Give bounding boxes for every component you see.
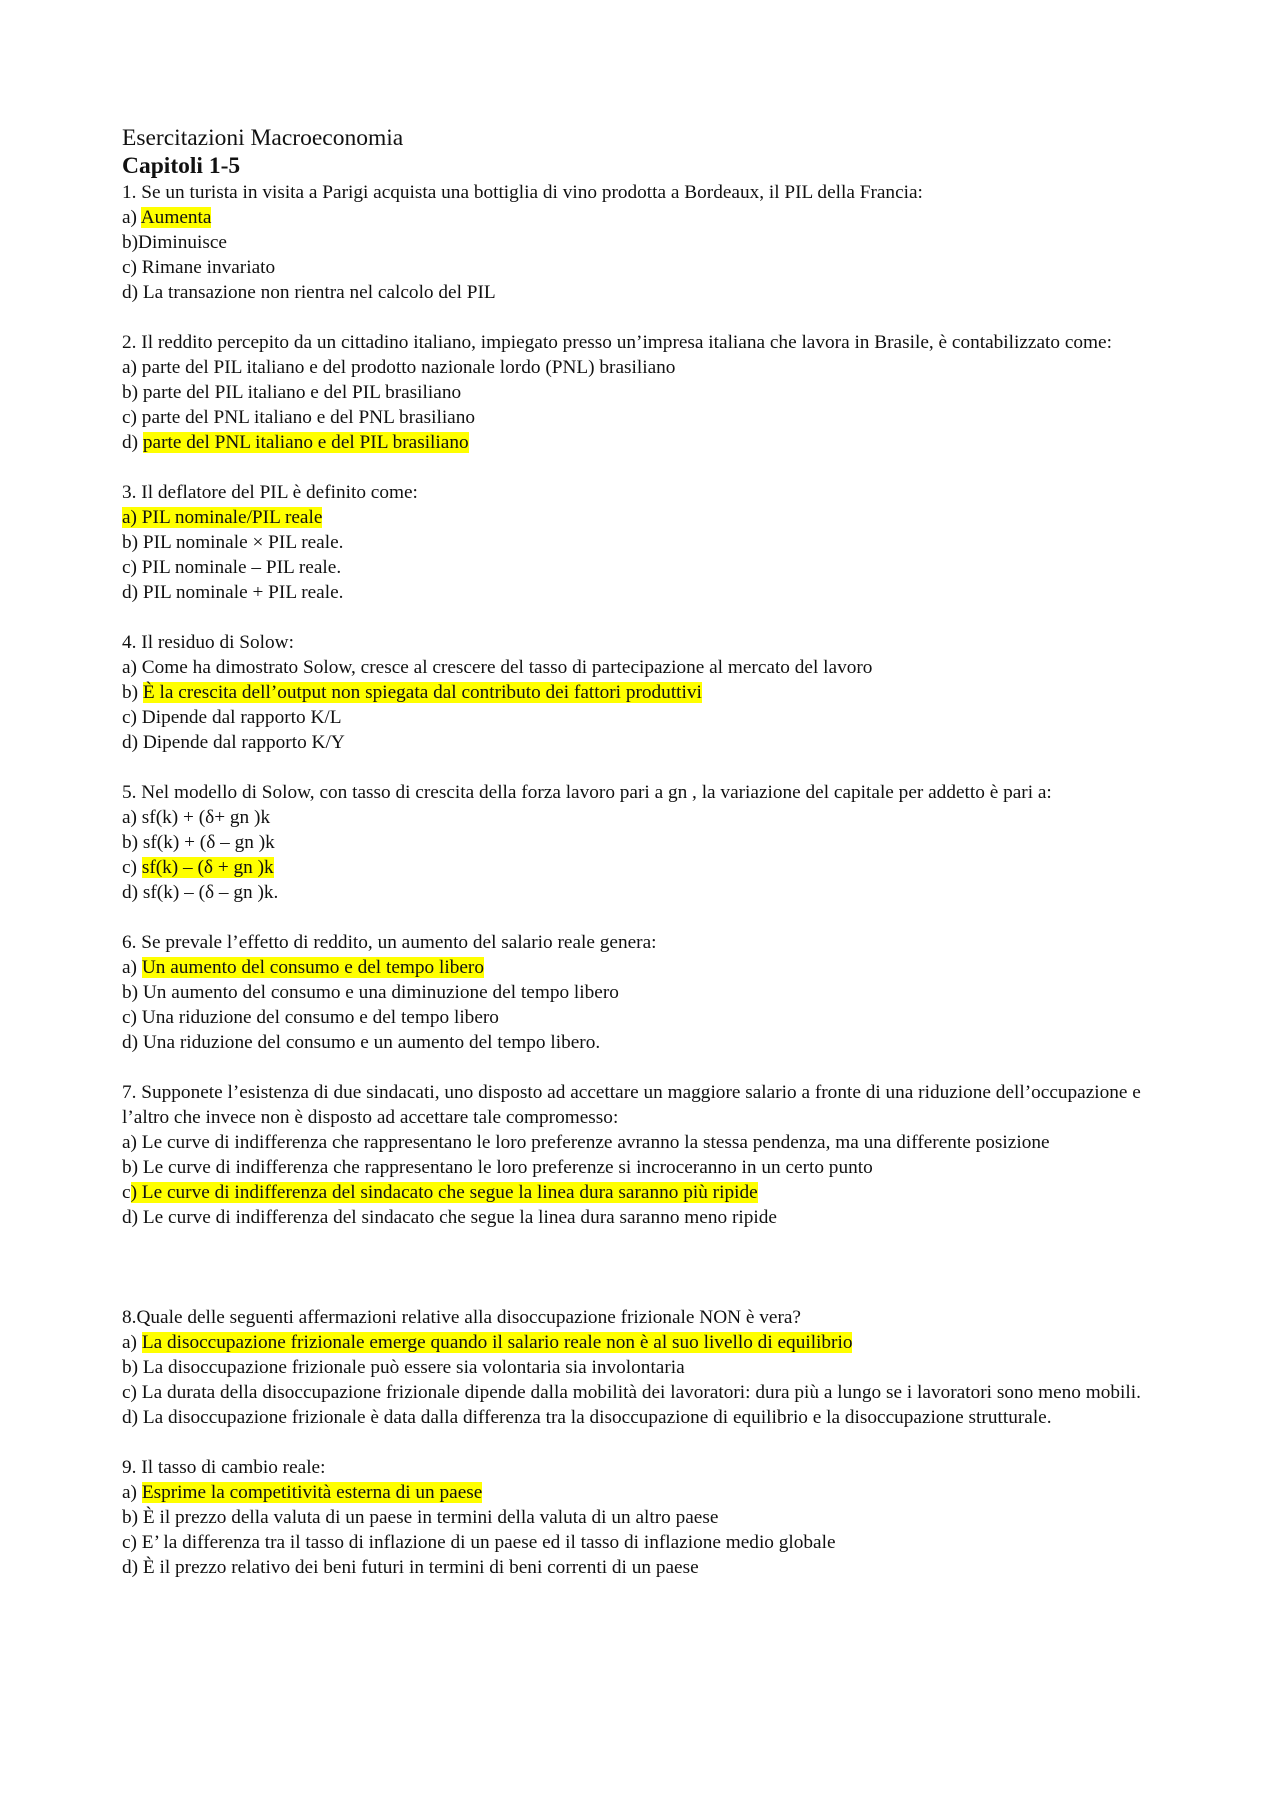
option-prefix: a) (122, 1482, 142, 1503)
option-c: c) Una riduzione del consumo e del tempo libero (122, 1007, 499, 1028)
option-b: b) La disoccupazione frizionale può essere sia volontaria sia involontaria (122, 1357, 685, 1378)
option-b: b) Le curve di indifferenza che rappresentano le loro preferenze si incroceranno in un certo punto (122, 1157, 873, 1178)
document-title: Esercitazioni Macroeconomia (122, 125, 404, 151)
option-a (122, 205, 1182, 230)
option-a (122, 1480, 1182, 1505)
option-d: d) Le curve di indifferenza del sindacato che segue la linea dura saranno meno ripide (122, 1207, 777, 1228)
question-text: 9. Il tasso di cambio reale: (122, 1457, 326, 1478)
option-a (122, 1330, 1182, 1355)
option-c: c) PIL nominale – PIL reale. (122, 557, 342, 578)
question-5 (122, 780, 1182, 905)
question-4 (122, 630, 1182, 755)
highlighted-answer: ) Le curve di indifferenza del sindacato che segue la linea dura saranno più ripide (130, 1182, 758, 1203)
question-3 (122, 480, 1182, 605)
option-c: c) parte del PNL italiano e del PNL brasiliano (122, 407, 476, 428)
highlighted-answer: Un aumento del consumo e del tempo libero (141, 957, 484, 978)
option-c: c) Rimane invariato (122, 257, 276, 278)
question-text: 5. Nel modello di Solow, con tasso di crescita della forza lavoro pari a gn , la variazione del capitale per addetto è pari a: (122, 782, 1052, 803)
option-prefix: a) (122, 1332, 142, 1353)
option-b: b) sf(k) + (δ – gn )k (122, 832, 275, 853)
option-d: d) Dipende dal rapporto K/Y (122, 732, 345, 753)
option-prefix: a) (122, 957, 142, 978)
option-c: c) La durata della disoccupazione frizionale dipende dalla mobilità dei lavoratori: dura più a lungo se i lavoratori sono meno mobili. (122, 1382, 1141, 1403)
option-b: b) Un aumento del consumo e una diminuzione del tempo libero (122, 982, 619, 1003)
question-6 (122, 930, 1182, 1055)
option-a: a) Come ha dimostrato Solow, cresce al crescere del tasso di partecipazione al mercato del lavoro (122, 657, 873, 678)
option-d: d) PIL nominale + PIL reale. (122, 582, 344, 603)
document-page (122, 124, 1182, 1605)
question-text: 1. Se un turista in visita a Parigi acquista una bottiglia di vino prodotta a Bordeaux, il PIL della Francia: (122, 182, 923, 203)
option-c: c) E’ la differenza tra il tasso di inflazione di un paese ed il tasso di inflazione medio globale (122, 1532, 836, 1553)
option-prefix: c) (122, 857, 142, 878)
question-9 (122, 1455, 1182, 1580)
question-text: 4. Il residuo di Solow: (122, 632, 294, 653)
option-a (122, 505, 1182, 530)
option-a: a) Le curve di indifferenza che rappresentano le loro preferenze avranno la stessa pendenza, ma una differente posizione (122, 1132, 1050, 1153)
option-c (122, 1180, 1182, 1205)
option-d: d) Una riduzione del consumo e un aumento del tempo libero. (122, 1032, 601, 1053)
highlighted-answer: Esprime la competitività esterna di un paese (141, 1482, 483, 1503)
highlighted-answer: parte del PNL italiano e del PIL brasiliano (142, 432, 469, 453)
question-1 (122, 180, 1182, 305)
highlighted-answer: sf(k) – (δ + gn )k (141, 857, 274, 878)
question-text: 6. Se prevale l’effetto di reddito, un aumento del salario reale genera: (122, 932, 657, 953)
option-a: a) parte del PIL italiano e del prodotto nazionale lordo (PNL) brasiliano (122, 357, 676, 378)
question-text: 3. Il deflatore del PIL è definito come: (122, 482, 418, 503)
option-d (122, 430, 1182, 455)
option-prefix: a) (122, 207, 141, 228)
highlighted-answer: Aumenta (140, 207, 212, 228)
highlighted-answer: È la crescita dell’output non spiegata dal contributo dei fattori produttivi (142, 682, 702, 703)
option-prefix: d) (122, 432, 143, 453)
question-text: 7. Supponete l’esistenza di due sindacati, uno disposto ad accettare un maggiore salario a fronte di una riduzione dell’occupazione e l’altro che invece non è disposto ad accettare tale compromesso: (122, 1082, 1141, 1128)
blank-space (122, 1255, 1182, 1305)
question-text: 8.Quale delle seguenti affermazioni relative alla disoccupazione frizionale NON è vera? (122, 1307, 801, 1328)
question-7 (122, 1080, 1182, 1230)
option-a: a) sf(k) + (δ+ gn )k (122, 807, 271, 828)
document-subtitle: Capitoli 1-5 (122, 153, 241, 179)
question-text: 2. Il reddito percepito da un cittadino italiano, impiegato presso un’impresa italiana che lavora in Brasile, è contabilizzato come: (122, 332, 1112, 353)
option-c (122, 855, 1182, 880)
option-b: b) parte del PIL italiano e del PIL brasiliano (122, 382, 462, 403)
highlighted-answer: a) PIL nominale/PIL reale (122, 507, 323, 528)
option-b: b) È il prezzo della valuta di un paese in termini della valuta di un altro paese (122, 1507, 719, 1528)
option-prefix: c (122, 1182, 131, 1203)
option-a (122, 955, 1182, 980)
option-c: c) Dipende dal rapporto K/L (122, 707, 342, 728)
question-8 (122, 1305, 1182, 1430)
option-d: d) sf(k) – (δ – gn )k. (122, 882, 279, 903)
highlighted-answer: La disoccupazione frizionale emerge quando il salario reale non è al suo livello di equilibrio (141, 1332, 853, 1353)
option-d: d) La disoccupazione frizionale è data dalla differenza tra la disoccupazione di equilibrio e la disoccupazione strutturale. (122, 1407, 1052, 1428)
option-prefix: b) (122, 682, 143, 703)
option-d: d) La transazione non rientra nel calcolo del PIL (122, 282, 496, 303)
option-b (122, 680, 1182, 705)
option-d: d) È il prezzo relativo dei beni futuri in termini di beni correnti di un paese (122, 1557, 699, 1578)
option-b: b) PIL nominale × PIL reale. (122, 532, 344, 553)
option-b: b)Diminuisce (122, 232, 227, 253)
question-2 (122, 330, 1182, 455)
